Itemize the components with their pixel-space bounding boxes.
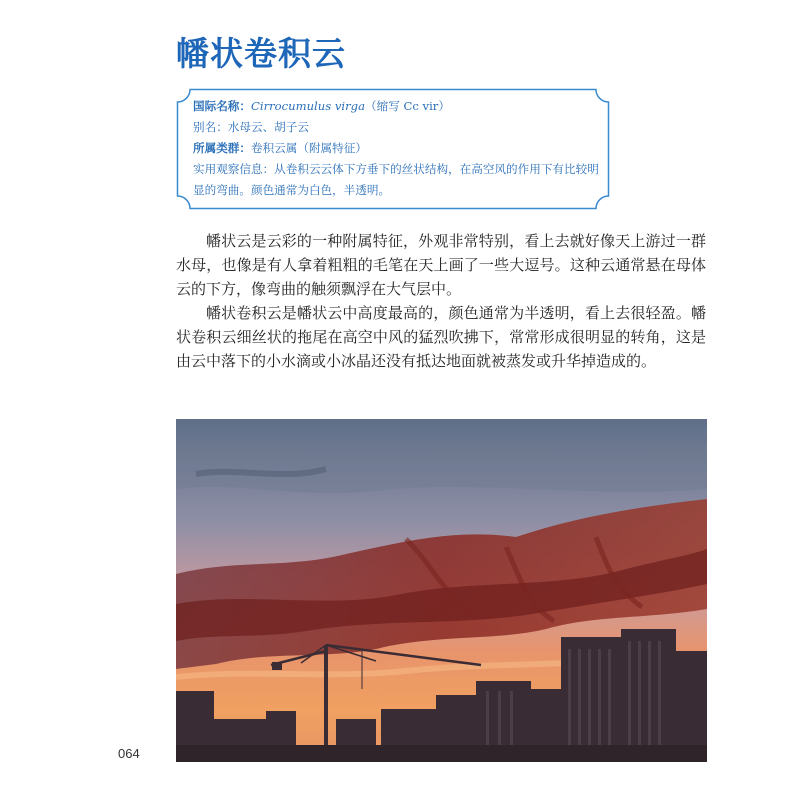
alias-value: 水母云、胡子云 bbox=[227, 120, 309, 134]
category-label: 所属类群： bbox=[193, 141, 251, 155]
cloud-photo bbox=[176, 419, 707, 762]
page-title: 幡状卷积云 bbox=[176, 34, 346, 73]
alias-row bbox=[193, 117, 602, 138]
international-name-label: 国际名称： bbox=[193, 99, 251, 113]
page-number: 064 bbox=[118, 746, 140, 761]
alias-label: 别名： bbox=[193, 120, 228, 134]
practical-info-row bbox=[193, 159, 602, 201]
info-box bbox=[176, 88, 610, 210]
practical-info-label: 实用观察信息： bbox=[193, 162, 275, 176]
international-name-latin: Cirrocumulus virga bbox=[250, 99, 365, 113]
sunset-cloud-image bbox=[176, 419, 707, 762]
category-row bbox=[193, 138, 602, 159]
body-text bbox=[176, 229, 706, 373]
category-value: 卷积云属（附属特征） bbox=[250, 141, 367, 155]
practical-info-value: 从卷积云云体下方垂下的丝状结构，在高空风的作用下有比较明显的弯曲。颜色通常为白色，半透明。 bbox=[193, 162, 599, 197]
paragraph-1: 幡状云是云彩的一种附属特征，外观非常特别，看上去就好像天上游过一群水母，也像是有人拿着粗粗的毛笔在天上画了一些大逗号。这种云通常悬在母体云的下方，像弯曲的触须飘浮在大气层中。 bbox=[176, 232, 706, 298]
international-name-abbr: （缩写 Cc vir） bbox=[365, 99, 450, 113]
international-name-row bbox=[193, 96, 602, 117]
paragraph-2: 幡状卷积云是幡状云中高度最高的，颜色通常为半透明，看上去很轻盈。幡状卷积云细丝状的拖尾在高空中风的猛烈吹拂下，常常形成很明显的转角，这是由云中落下的小水滴或小冰晶还没有抵达地面就被蒸发或升华掉造成的。 bbox=[176, 304, 706, 370]
